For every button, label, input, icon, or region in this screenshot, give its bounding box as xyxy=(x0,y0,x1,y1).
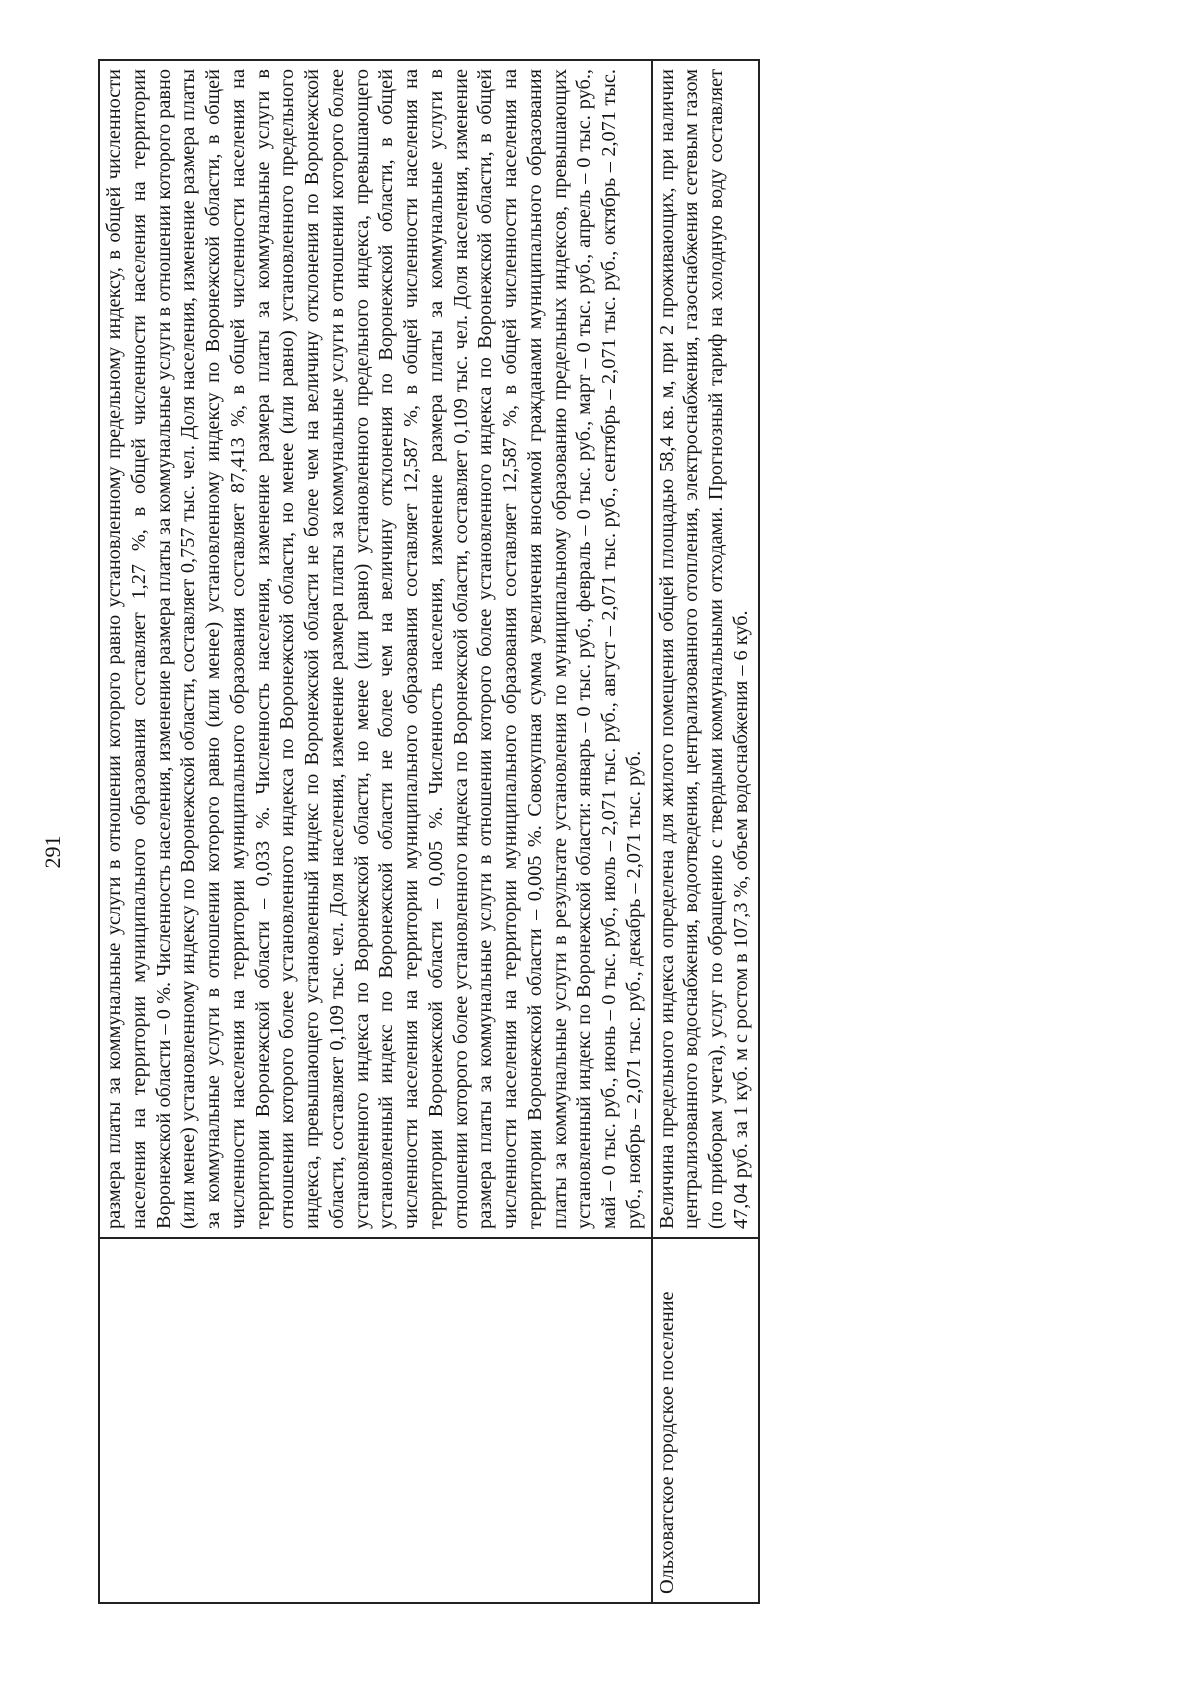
page-number: 291 xyxy=(40,835,65,869)
municipality-label: Ольховатское городское поселение xyxy=(655,1291,678,1594)
description-text: размера платы за коммунальные услуги в отношении которого равно установленному предельному индексу, в общей численности населения на территории муниципального образования составляет 1,27 %, в общей численности населения на территории Воронежской области – 0 %. Численность населения, изменение размера платы за коммунальные услуги в отношении которого равно (или менее) установленному индексу по Воронежской области, составляет 0,757 тыс. чел. Доля населения, изменение размера платы за коммунальные услуги в отношении которого равно (или менее) установленному индексу по Воронежской области, в общей численности населения на территории муниципального образования составляет 87,413 %, в общей численности населения на территории Воронежской области – 0,033 %. Численность населения, изменение размера платы за коммунальные услуги в отношении которого более установленного индекса по Воронежской области, но менее (или равно) установленного предельного индекса, превышающего установленный индекс по Воронежской области не более чем на величину отклонения по Воронежской области, составляет 0,109 тыс. чел. Доля населения, изменение размера платы за коммунальные услуги в отношении которого более установленного индекса по Воронежской области, но менее (или равно) установленного предельного индекса, превышающего установленный индекс по Воронежской области не более чем на величину отклонения по Воронежской области, в общей численности населения на территории муниципального образования составляет 12,587 %, в общей численности населения на территории Воронежской области – 0,005 %. Численность населения, изменение размера платы за коммунальные услуги в отношении которого более установленного индекса по Воронежской области, составляет 0,109 тыс. чел. Доля населения, изменение размера платы за коммунальные услуги в отношении которого более установленного индекса по Воронежской области, в общей численности населения на территории муниципального образования составляет 12,587 %, в общей численности населения на территории Воронежской области – 0,005 %. Совокупная сумма увеличения вносимой гражданами муниципального образования платы за коммунальные услуги в результате установления по муниципальному образованию предельных индексов, превышающих установленный индекс по Воронежской области: январь – 0 тыс. руб., февраль – 0 тыс. руб., март – 0 тыс. руб., апрель – 0 тыс. руб., май – 0 тыс. руб., июнь – 0 тыс. руб., июль – 2,071 тыс. руб., август – 2,071 тыс. руб., сентябрь – 2,071 тыс. руб., октябрь – 2,071 тыс. руб., ноябрь – 2,071 тыс. руб., декабрь – 2,071 тыс. руб. xyxy=(103,69,645,1229)
description-cell xyxy=(652,60,759,1238)
table-row xyxy=(652,60,759,1603)
description-cell xyxy=(99,60,652,1238)
data-table xyxy=(98,59,760,1604)
description-text: Величина предельного индекса определена для жилого помещения общей площадью 58,4 кв. м, при 2 проживающих, при наличии централизованного водоснабжения, водоотведения, централизованного отопления, электроснабжения, газоснабжения сетевым газом (по приборам учета), услуг по обращению с твердыми коммунальными отходами. Прогнозный тариф на холодную воду составляет 47,04 руб. за 1 куб. м с ростом в 107,3 %, объем водоснабжения – 6 куб. xyxy=(655,69,752,1229)
municipality-cell xyxy=(99,1238,652,1603)
table-row xyxy=(99,60,652,1603)
municipality-cell xyxy=(652,1238,759,1603)
